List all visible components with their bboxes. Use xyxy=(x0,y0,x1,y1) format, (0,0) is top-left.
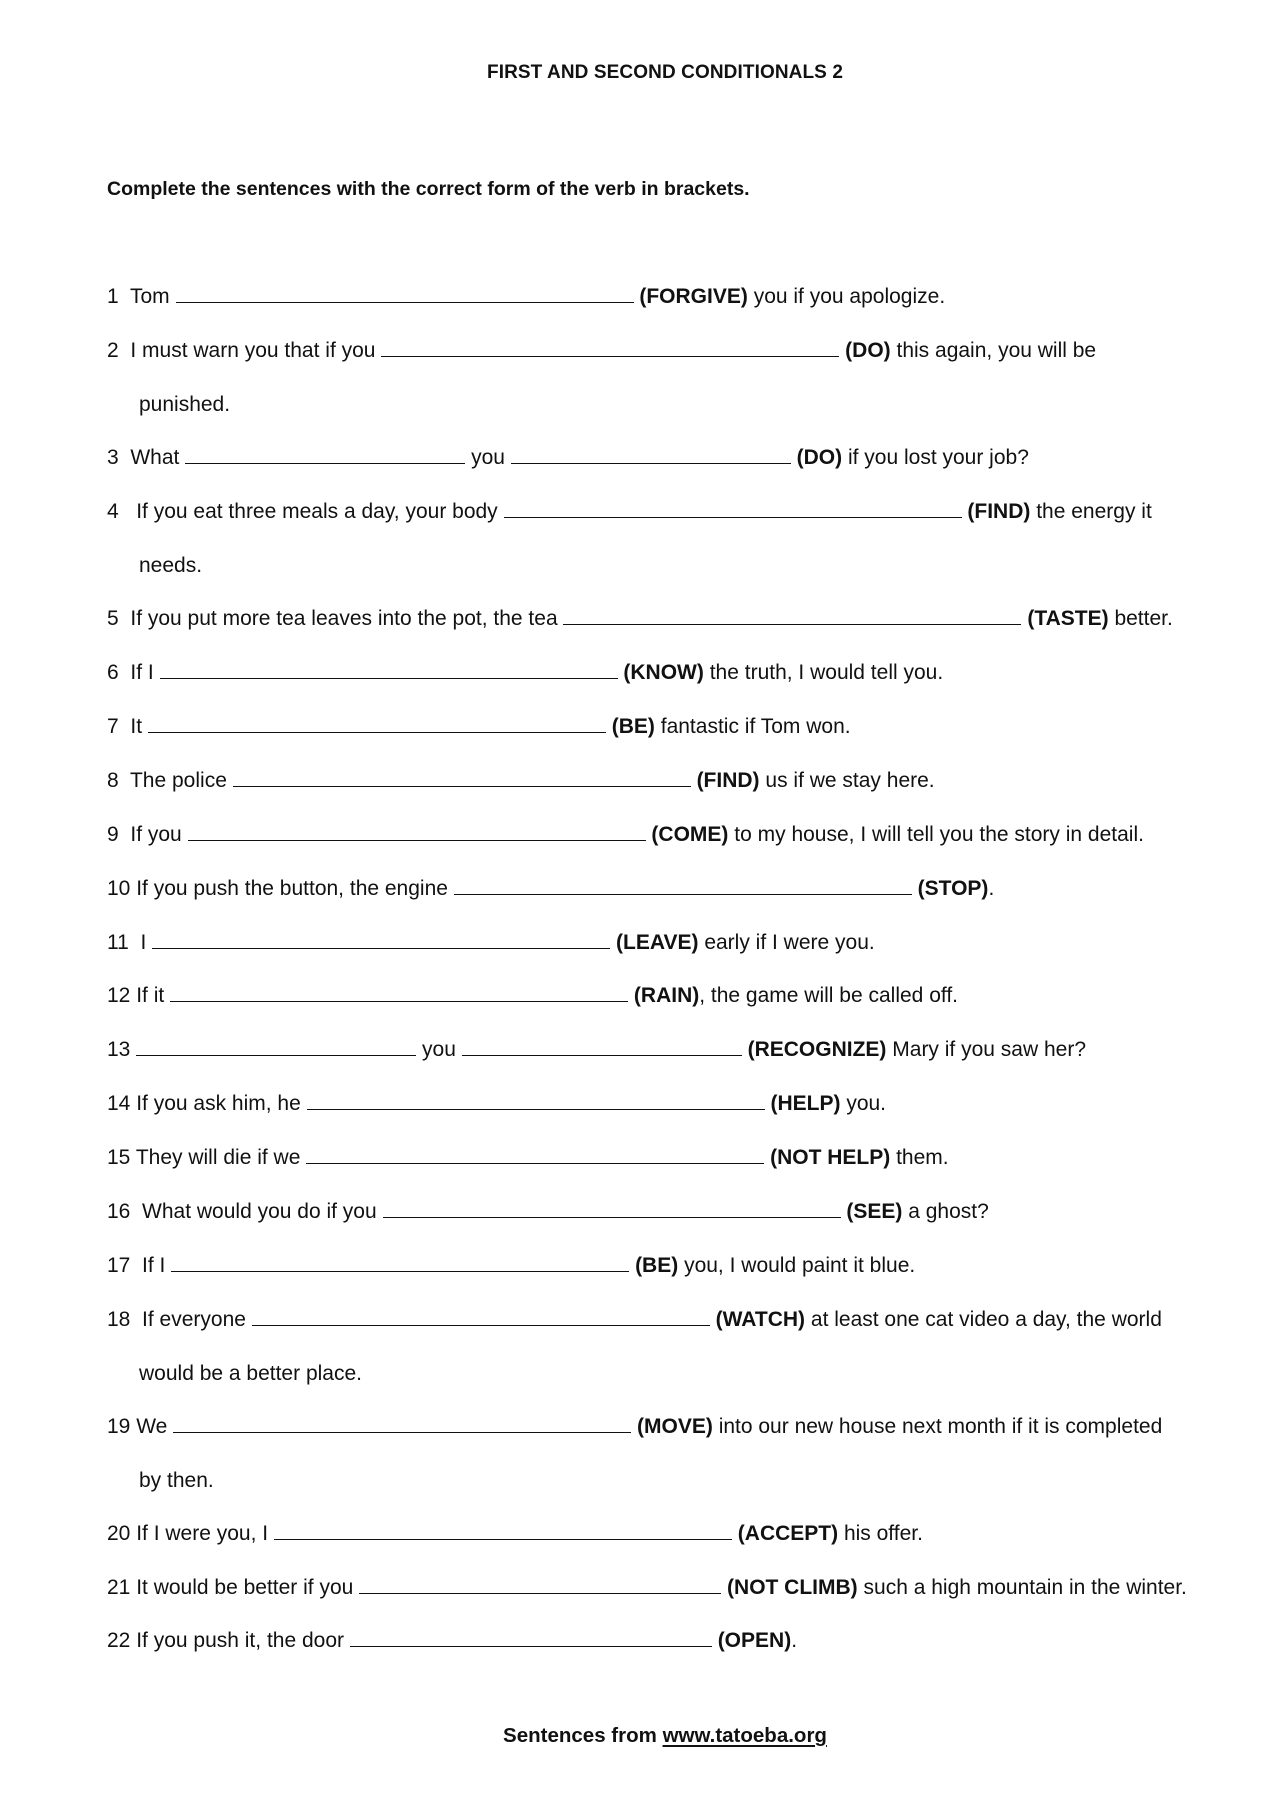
item-text: this again, you will be xyxy=(896,339,1097,362)
answer-blank[interactable] xyxy=(307,1091,765,1110)
verb-hint: (BE) xyxy=(635,1254,679,1277)
answer-blank[interactable] xyxy=(252,1307,710,1326)
answer-blank[interactable] xyxy=(173,1414,631,1433)
answer-blank[interactable] xyxy=(171,1253,629,1272)
verb-hint: (FORGIVE) xyxy=(639,285,748,308)
item-continuation: needs. xyxy=(139,554,203,577)
exercise-item xyxy=(107,338,1096,364)
answer-blank[interactable] xyxy=(233,768,691,787)
item-text: the energy it xyxy=(1036,500,1152,523)
exercise-item xyxy=(107,499,1152,525)
verb-hint: (STOP) xyxy=(917,877,989,900)
exercise-item xyxy=(107,1628,797,1654)
item-text: Mary if you saw her? xyxy=(892,1038,1087,1061)
exercise-item xyxy=(107,714,851,740)
item-text: fantastic if Tom won. xyxy=(660,715,851,738)
tatoeba-link[interactable]: www.tatoeba.org xyxy=(662,1724,827,1747)
answer-blank[interactable] xyxy=(350,1628,712,1647)
item-number: 21 xyxy=(107,1576,131,1599)
item-number: 9 xyxy=(107,823,119,846)
item-continuation: would be a better place. xyxy=(139,1362,362,1385)
answer-blank[interactable] xyxy=(381,338,839,357)
item-text: If you eat three meals a day, your body xyxy=(136,500,498,523)
verb-hint: (RAIN) xyxy=(633,984,700,1007)
exercise-item xyxy=(107,822,1144,848)
item-text: them. xyxy=(896,1146,949,1169)
verb-hint: (LEAVE) xyxy=(616,931,699,954)
verb-hint: (NOT CLIMB) xyxy=(727,1576,858,1599)
exercise-item xyxy=(107,606,1173,632)
item-number: 10 xyxy=(107,877,131,900)
verb-hint: (FIND) xyxy=(967,500,1031,523)
item-text: better. xyxy=(1114,607,1173,630)
item-number: 16 xyxy=(107,1200,131,1223)
answer-blank[interactable] xyxy=(511,445,791,464)
exercise-item xyxy=(107,1145,949,1171)
verb-hint: (COME) xyxy=(651,823,729,846)
answer-blank[interactable] xyxy=(136,1037,416,1056)
item-text: you. xyxy=(846,1092,887,1115)
answer-blank[interactable] xyxy=(563,606,1021,625)
item-text: to my house, I will tell you the story in detail. xyxy=(734,823,1144,846)
item-text: We xyxy=(136,1415,168,1438)
exercise-item xyxy=(107,1037,1086,1063)
exercise-item xyxy=(107,1253,915,1279)
item-text: If I were you, I xyxy=(136,1522,269,1545)
item-number: 2 xyxy=(107,339,119,362)
item-text: you if you apologize. xyxy=(753,285,946,308)
exercise-item xyxy=(107,1575,1187,1601)
item-text: into our new house next month if it is completed xyxy=(718,1415,1163,1438)
item-text: the truth, I would tell you. xyxy=(709,661,944,684)
item-text: . xyxy=(988,877,995,900)
item-text: If everyone xyxy=(142,1308,246,1331)
item-text: I xyxy=(140,931,147,954)
exercise-item xyxy=(107,1307,1162,1333)
item-number: 6 xyxy=(107,661,119,684)
verb-hint: (FIND) xyxy=(696,769,760,792)
item-text: you xyxy=(471,446,505,469)
answer-blank[interactable] xyxy=(359,1575,721,1594)
exercise-item xyxy=(107,983,958,1009)
verb-hint: (WATCH) xyxy=(715,1308,806,1331)
item-number: 19 xyxy=(107,1415,131,1438)
item-text: . xyxy=(791,1629,798,1652)
item-number: 15 xyxy=(107,1146,131,1169)
item-number: 22 xyxy=(107,1629,131,1652)
exercise-item xyxy=(107,930,875,956)
answer-blank[interactable] xyxy=(504,499,962,518)
item-number: 3 xyxy=(107,446,119,469)
answer-blank[interactable] xyxy=(383,1199,841,1218)
item-text: early if I were you. xyxy=(704,931,875,954)
item-text: What would you do if you xyxy=(142,1200,377,1223)
item-number: 12 xyxy=(107,984,131,1007)
verb-hint: (RECOGNIZE) xyxy=(747,1038,887,1061)
verb-hint: (NOT HELP) xyxy=(770,1146,891,1169)
verb-hint: (OPEN) xyxy=(717,1629,792,1652)
verb-hint: (MOVE) xyxy=(637,1415,713,1438)
verb-hint: (KNOW) xyxy=(623,661,704,684)
verb-hint: (HELP) xyxy=(770,1092,841,1115)
exercise-item xyxy=(107,445,1029,471)
answer-blank[interactable] xyxy=(454,876,912,895)
item-number: 17 xyxy=(107,1254,131,1277)
verb-hint: (ACCEPT) xyxy=(737,1522,839,1545)
item-text: The police xyxy=(129,769,227,792)
answer-blank[interactable] xyxy=(185,445,465,464)
item-text: , the game will be called off. xyxy=(699,984,958,1007)
item-text: if you lost your job? xyxy=(847,446,1029,469)
exercise-item xyxy=(107,1414,1162,1440)
item-text: you, I would paint it blue. xyxy=(684,1254,916,1277)
exercise-item xyxy=(107,768,935,794)
answer-blank[interactable] xyxy=(170,983,628,1002)
answer-blank[interactable] xyxy=(306,1145,764,1164)
item-number: 13 xyxy=(107,1038,131,1061)
exercise-item xyxy=(107,1521,923,1547)
item-number: 8 xyxy=(107,769,119,792)
item-number: 20 xyxy=(107,1522,131,1545)
item-continuation: by then. xyxy=(139,1469,214,1492)
item-text: If you push it, the door xyxy=(136,1629,344,1652)
answer-blank[interactable] xyxy=(462,1037,742,1056)
item-number: 5 xyxy=(107,607,119,630)
exercise-item xyxy=(107,284,945,310)
item-number: 18 xyxy=(107,1308,131,1331)
item-text: If it xyxy=(136,984,165,1007)
item-number: 4 xyxy=(107,500,119,523)
answer-blank[interactable] xyxy=(188,822,646,841)
answer-blank[interactable] xyxy=(274,1521,732,1540)
verb-hint: (DO) xyxy=(845,339,891,362)
answer-blank[interactable] xyxy=(152,930,610,949)
item-text: a ghost? xyxy=(908,1200,989,1223)
item-text: They will die if we xyxy=(135,1146,301,1169)
worksheet-title: FIRST AND SECOND CONDITIONALS 2 xyxy=(486,62,844,83)
verb-hint: (SEE) xyxy=(846,1200,903,1223)
exercise-item xyxy=(107,876,994,902)
item-text: It xyxy=(130,715,143,738)
item-text: you xyxy=(422,1038,456,1061)
item-text: I must warn you that if you xyxy=(130,339,376,362)
item-text: If I xyxy=(142,1254,166,1277)
item-number: 1 xyxy=(107,285,119,308)
item-text: It would be better if you xyxy=(136,1576,354,1599)
item-continuation: punished. xyxy=(139,393,231,416)
item-text: his offer. xyxy=(843,1522,923,1545)
exercise-item xyxy=(107,660,943,686)
item-text: If I xyxy=(130,661,154,684)
item-text: at least one cat video a day, the world xyxy=(810,1308,1162,1331)
footer xyxy=(0,1724,1280,1748)
item-number: 7 xyxy=(107,715,119,738)
item-text: If you ask him, he xyxy=(136,1092,301,1115)
instruction: Complete the sentences with the correct form of the verb in brackets. xyxy=(107,178,750,200)
verb-hint: (TASTE) xyxy=(1027,607,1109,630)
item-text: us if we stay here. xyxy=(765,769,935,792)
item-number: 14 xyxy=(107,1092,131,1115)
answer-blank[interactable] xyxy=(160,660,618,679)
answer-blank[interactable] xyxy=(148,714,606,733)
item-text: If you push the button, the engine xyxy=(136,877,448,900)
exercise-item xyxy=(107,1199,989,1225)
item-text: such a high mountain in the winter. xyxy=(863,1576,1187,1599)
item-number: 11 xyxy=(107,931,129,954)
answer-blank[interactable] xyxy=(176,284,634,303)
exercise-item xyxy=(107,1091,886,1117)
verb-hint: (BE) xyxy=(611,715,655,738)
item-text: What xyxy=(130,446,180,469)
item-text: If you put more tea leaves into the pot, the tea xyxy=(130,607,558,630)
item-text: If you xyxy=(130,823,182,846)
item-text: Tom xyxy=(129,285,170,308)
footer-label: Sentences from xyxy=(503,1724,657,1747)
verb-hint: (DO) xyxy=(796,446,843,469)
